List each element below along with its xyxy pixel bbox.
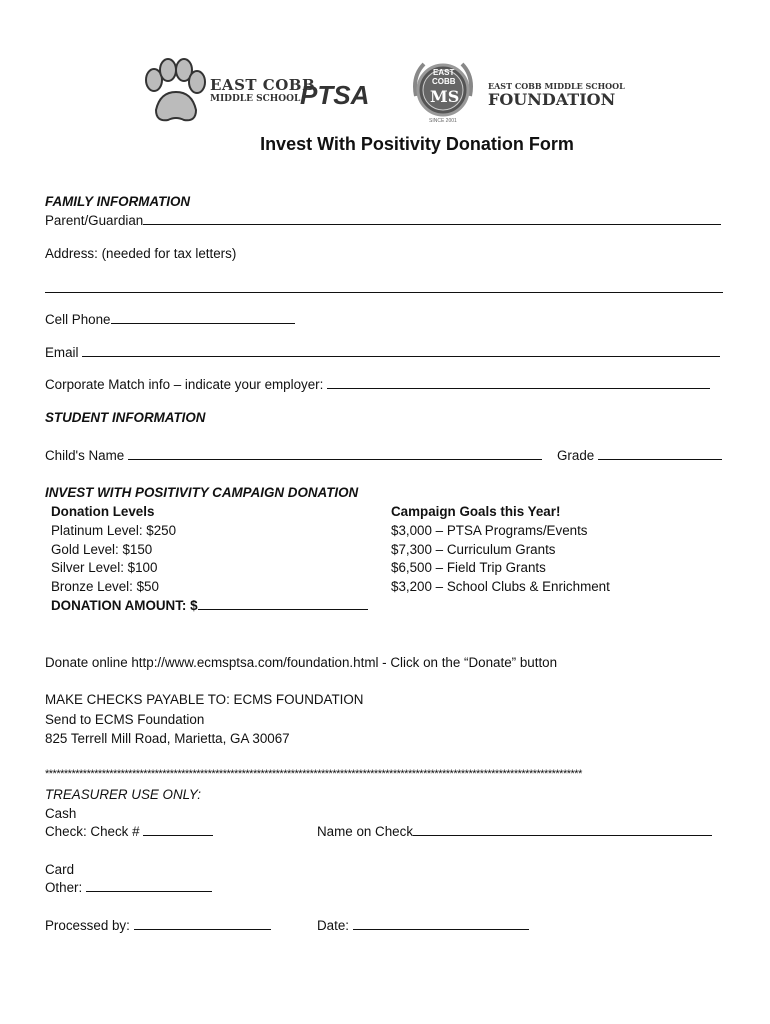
donation-level-item: Bronze Level: $50 xyxy=(51,579,159,594)
child-name-line[interactable] xyxy=(128,448,542,460)
name-on-check-field[interactable] xyxy=(317,824,712,839)
other-line[interactable] xyxy=(86,880,212,892)
card-label: Card xyxy=(45,862,75,877)
address-label: Address: (needed for tax letters) xyxy=(45,246,237,261)
corporate-match-line[interactable] xyxy=(327,377,710,389)
donation-amount-field[interactable] xyxy=(51,598,368,613)
child-name-label: Child's Name xyxy=(45,448,125,463)
campaign-goals-heading: Campaign Goals this Year! xyxy=(391,504,561,519)
campaign-goal-item: $7,300 – Curriculum Grants xyxy=(391,542,556,557)
email-field[interactable] xyxy=(45,345,720,360)
parent-guardian-field[interactable] xyxy=(45,213,721,228)
cash-label: Cash xyxy=(45,806,77,821)
check-number-field[interactable] xyxy=(45,824,213,839)
date-label: Date: xyxy=(317,918,350,933)
cell-phone-line[interactable] xyxy=(111,312,295,324)
check-number-label: Check: Check # xyxy=(45,824,140,839)
cell-phone-field[interactable] xyxy=(45,312,295,327)
donation-level-item: Platinum Level: $250 xyxy=(51,523,177,538)
name-on-check-line[interactable] xyxy=(413,824,712,836)
processed-by-line[interactable] xyxy=(134,918,271,930)
foundation-logo-line2: FOUNDATION xyxy=(488,90,616,109)
treasurer-heading: TREASURER USE ONLY: xyxy=(45,787,202,802)
donation-level-item: Gold Level: $150 xyxy=(51,542,153,557)
student-info-heading: STUDENT INFORMATION xyxy=(45,410,206,425)
other-label: Other: xyxy=(45,880,83,895)
date-field[interactable] xyxy=(317,918,529,933)
seal-text-mid: COBB xyxy=(432,77,456,86)
checks-payable-text: MAKE CHECKS PAYABLE TO: ECMS FOUNDATION xyxy=(45,692,364,707)
ptsa-logo-line1: EAST COBB xyxy=(210,76,316,94)
address-line[interactable] xyxy=(45,281,723,293)
grade-field[interactable] xyxy=(557,448,722,463)
donation-level-item: Silver Level: $100 xyxy=(51,560,158,575)
send-to-text: Send to ECMS Foundation xyxy=(45,712,205,727)
campaign-goal-item: $3,200 – School Clubs & Enrichment xyxy=(391,579,610,594)
family-info-heading: FAMILY INFORMATION xyxy=(45,194,191,209)
email-line[interactable] xyxy=(82,345,720,357)
child-name-field[interactable] xyxy=(45,448,542,463)
processed-by-field[interactable] xyxy=(45,918,271,933)
grade-line[interactable] xyxy=(598,448,722,460)
other-field[interactable] xyxy=(45,880,212,895)
foundation-logo-line1: EAST COBB MIDDLE SCHOOL xyxy=(488,81,625,91)
separator-line: ********************************************************************************************************************************************** xyxy=(45,768,582,780)
processed-by-label: Processed by: xyxy=(45,918,130,933)
email-label: Email xyxy=(45,345,79,360)
mailing-address-text: 825 Terrell Mill Road, Marietta, GA 30067 xyxy=(45,731,290,746)
seal-text-bottom: SINCE 2001 xyxy=(429,118,457,124)
check-number-line[interactable] xyxy=(143,824,213,836)
donation-amount-label: DONATION AMOUNT: $ xyxy=(51,598,198,613)
cell-phone-label: Cell Phone xyxy=(45,312,111,327)
form-title: Invest With Positivity Donation Form xyxy=(260,134,574,154)
donation-levels-heading: Donation Levels xyxy=(51,504,155,519)
seal-text-ms: MS xyxy=(430,87,460,106)
campaign-heading: INVEST WITH POSITIVITY CAMPAIGN DONATION xyxy=(45,485,359,500)
ptsa-logo xyxy=(140,58,380,128)
campaign-goal-item: $6,500 – Field Trip Grants xyxy=(391,560,546,575)
corporate-match-field[interactable] xyxy=(45,377,710,392)
corporate-match-label: Corporate Match info – indicate your employer: xyxy=(45,377,324,392)
date-line[interactable] xyxy=(353,918,529,930)
campaign-goal-item: $3,000 – PTSA Programs/Events xyxy=(391,523,588,538)
ptsa-logo-word: PTSA xyxy=(300,80,370,110)
paw-print-icon xyxy=(140,58,210,126)
grade-label: Grade xyxy=(557,448,595,463)
donate-online-text: Donate online http://www.ecmsptsa.com/foundation.html - Click on the “Donate” button xyxy=(45,655,558,670)
parent-guardian-label: Parent/Guardian xyxy=(45,213,144,228)
foundation-logo xyxy=(410,56,630,130)
ptsa-logo-line2: MIDDLE SCHOOL xyxy=(210,94,301,104)
name-on-check-label: Name on Check xyxy=(317,824,414,839)
seal-text-top: EAST xyxy=(433,68,455,77)
donation-amount-line[interactable] xyxy=(198,598,368,610)
parent-guardian-line[interactable] xyxy=(143,213,721,225)
